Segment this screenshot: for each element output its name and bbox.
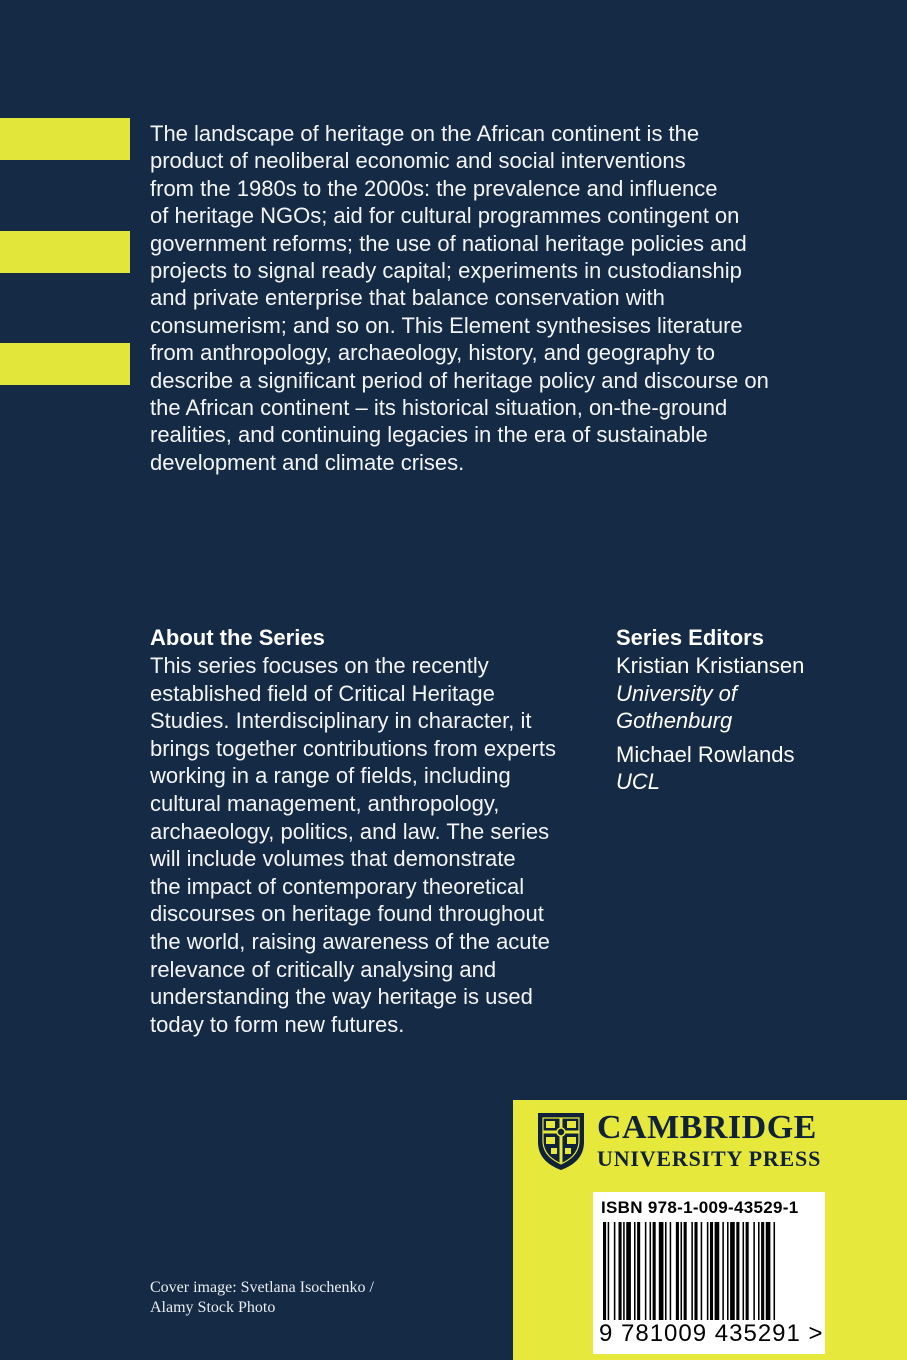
blurb-line: development and climate crises. <box>150 449 465 475</box>
accent-bar-bottom <box>0 343 130 385</box>
blurb-line: government reforms; the use of national heritage policies and <box>150 230 747 256</box>
editors-heading: Series Editors <box>616 625 764 650</box>
editor-name: Kristian Kristiansen <box>616 653 805 678</box>
barcode-bars <box>599 1222 819 1320</box>
editor-institution <box>616 768 876 796</box>
barcode-digits: 9 781009 435291 > <box>599 1320 824 1347</box>
blurb-line: and private enterprise that balance conservation with <box>150 285 665 311</box>
cambridge-crest-icon <box>537 1112 585 1170</box>
blurb-line: product of neoliberal economic and social interventions <box>150 148 686 174</box>
isbn-label: ISBN 978-1-009-43529-1 <box>601 1198 799 1217</box>
accent-bar-middle <box>0 231 130 273</box>
blurb-line: from the 1980s to the 2000s: the prevalence and influence <box>150 175 718 201</box>
about-line: cultural management, anthropology, <box>150 790 500 816</box>
about-the-series <box>150 624 600 1038</box>
blurb-line: consumerism; and so on. This Element synthesises literature <box>150 312 743 338</box>
about-line: Studies. Interdisciplinary in character, it <box>150 708 532 734</box>
publisher-name-line2: UNIVERSITY PRESS <box>597 1146 822 1171</box>
about-line: the world, raising awareness of the acute <box>150 928 550 954</box>
about-line: will include volumes that demonstrate <box>150 846 516 872</box>
blurb-line: from anthropology, archaeology, history, and geography to <box>150 340 716 366</box>
isbn-barcode <box>593 1192 825 1354</box>
credit-line: Cover image: Svetlana Isochenko / <box>150 1279 374 1296</box>
about-line: relevance of critically analysing and <box>150 956 497 982</box>
about-line: This series focuses on the recently <box>150 653 489 678</box>
about-line: the impact of contemporary theoretical <box>150 873 525 899</box>
blurb-line: describe a significant period of heritage policy and discourse on <box>150 367 769 393</box>
editor-institution <box>616 680 876 735</box>
blurb-line: projects to signal ready capital; experiments in custodianship <box>150 258 742 284</box>
series-editors <box>616 624 876 796</box>
blurb-line: of heritage NGOs; aid for cultural programmes contingent on <box>150 203 740 229</box>
about-line: today to form new futures. <box>150 1011 405 1037</box>
about-line: archaeology, politics, and law. The series <box>150 818 550 844</box>
blurb-line: The landscape of heritage on the African continent is the <box>150 121 700 146</box>
about-line: brings together contributions from experts <box>150 735 556 761</box>
institution-line: UCL <box>616 769 661 795</box>
editor-name: Michael Rowlands <box>616 741 795 767</box>
institution-line: Gothenburg <box>616 708 733 734</box>
publisher-block <box>513 1100 907 1360</box>
about-line: established field of Critical Heritage <box>150 680 495 706</box>
cover-image-credit <box>150 1278 374 1318</box>
blurb-line: realities, and continuing legacies in the era of sustainable <box>150 422 708 448</box>
credit-line: Alamy Stock Photo <box>150 1299 276 1316</box>
publisher-name-line1: CAMBRIDGE <box>597 1109 817 1146</box>
about-line: working in a range of fields, including <box>150 763 511 789</box>
publisher-name <box>597 1110 821 1172</box>
accent-bar-top <box>0 118 130 160</box>
about-line: understanding the way heritage is used <box>150 984 533 1010</box>
about-line: discourses on heritage found throughout <box>150 901 544 927</box>
book-blurb <box>150 120 830 476</box>
blurb-line: the African continent – its historical situation, on-the-ground <box>150 395 728 421</box>
about-heading: About the Series <box>150 625 325 650</box>
institution-line: University of <box>616 680 738 706</box>
about-text <box>150 652 600 1038</box>
